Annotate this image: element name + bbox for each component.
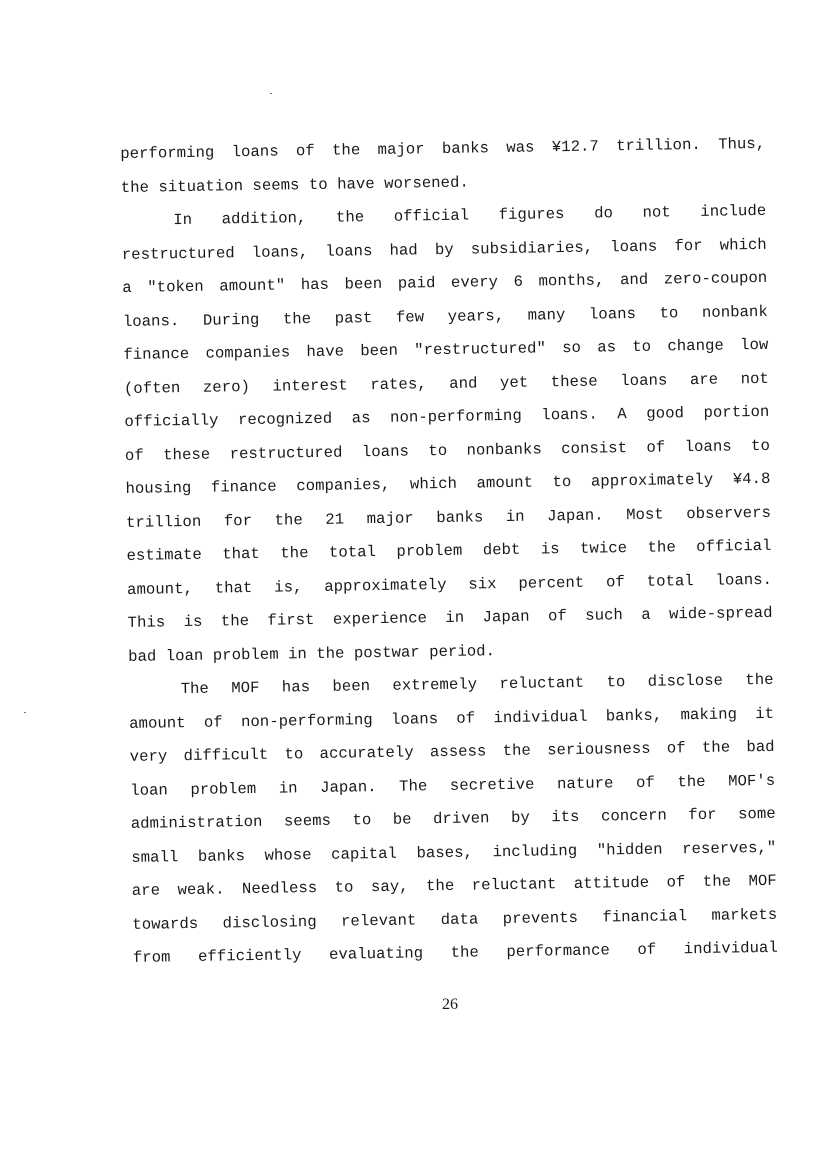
text-line: the situation seems to have worsened. — [120, 173, 469, 197]
text-line: are weak. Needless to say, the reluctant attitude of the MOF — [131, 871, 777, 900]
text-line: of these restructured loans to nonbanks consist of loans to — [124, 436, 771, 465]
text-line: towards disclosing relevant data prevents financial markets — [132, 905, 778, 934]
scan-speck — [270, 93, 272, 94]
text-line: housing finance companies, which amount to approximately ¥4.8 — [125, 469, 771, 498]
text-line: estimate that the total problem debt is twice the official — [126, 536, 772, 565]
text-line: small banks whose capital bases, including "hidden reserves," — [131, 838, 777, 867]
text-line: (often zero) interest rates, and yet these loans are not — [123, 369, 769, 398]
page-number: 26 — [442, 996, 458, 1013]
paragraph-first-line: The MOF has been extremely reluctant to disclose the — [180, 670, 774, 699]
text-line: finance companies have been "restructured" so as to change low — [123, 335, 769, 364]
text-line: performing loans of the major banks was ¥12.7 trillion. Thus, — [120, 134, 766, 163]
text-line: a "token amount" has been paid every 6 months, and zero-coupon — [122, 268, 768, 297]
text-line: administration seems to be driven by its concern for some — [130, 804, 776, 833]
text-line: restructured loans, loans had by subsidiaries, loans for which — [121, 235, 767, 264]
text-line: very difficult to accurately assess the seriousness of the bad — [129, 737, 775, 766]
text-line: amount, that is, approximately six percent of total loans. — [126, 570, 773, 599]
text-line: from efficiently evaluating the performance of individual — [132, 938, 778, 967]
scan-speck — [24, 712, 26, 713]
text-line: bad loan problem in the postwar period. — [128, 641, 496, 666]
body-text — [120, 128, 778, 976]
text-line: loan problem in Japan. The secretive nature of the MOF's — [130, 771, 776, 800]
text-line: officially recognized as non-performing loans. A good portion — [124, 402, 770, 431]
text-line: trillion for the 21 major banks in Japan. Most observers — [125, 503, 772, 532]
text-line: loans. During the past few years, many loans to nonbank — [122, 302, 768, 331]
paragraph-first-line: In addition, the official figures do not include — [173, 201, 767, 230]
text-line: amount of non-performing loans of individual banks, making it — [129, 704, 775, 733]
text-line: This is the first experience in Japan of such a wide-spread — [127, 603, 773, 632]
